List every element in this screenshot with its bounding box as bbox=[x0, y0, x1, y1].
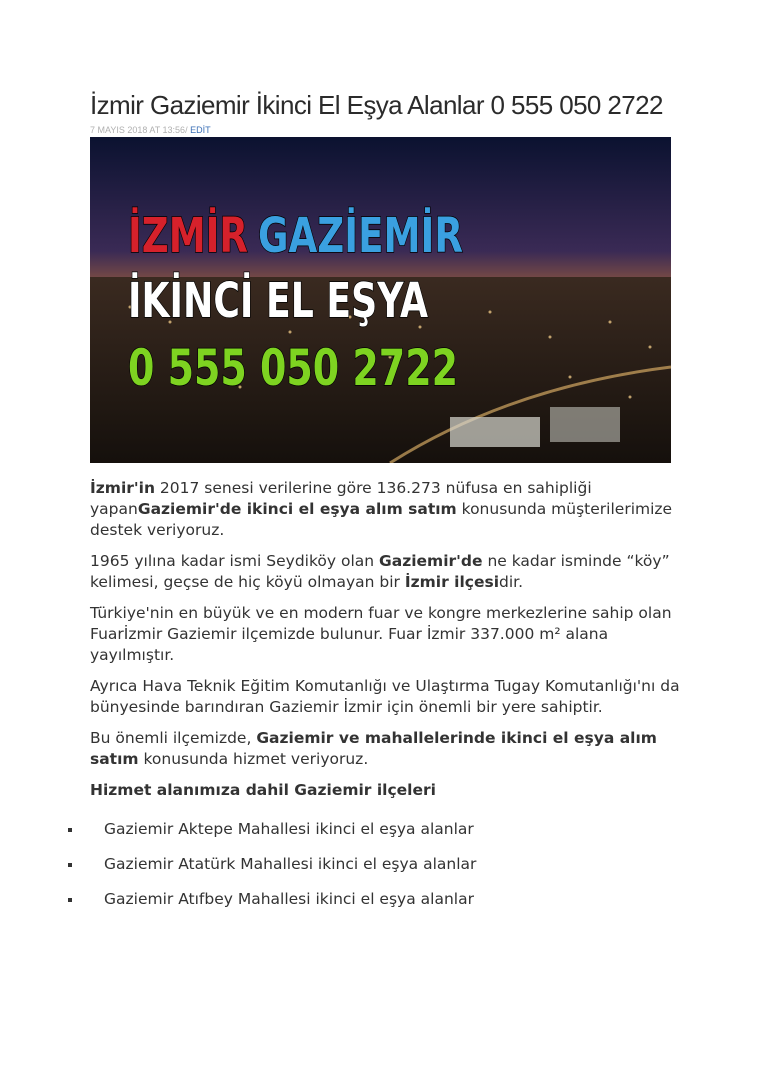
paragraph-1 bbox=[90, 478, 680, 541]
list-item bbox=[68, 854, 680, 875]
list-item-text: Gaziemir Atatürk Mahallesi ikinci el eşya alanlar bbox=[104, 855, 477, 873]
bullet-icon bbox=[68, 828, 72, 832]
text: 1965 yılına kadar ismi Seydiköy olan bbox=[90, 552, 380, 570]
page-title: İzmir Gaziemir İkinci El Eşya Alanlar 0 555 050 2722 bbox=[90, 90, 663, 120]
text: 2017 senesi verilerine göre 136.273 nüfusa en sahipliği yapan bbox=[90, 479, 592, 518]
post-meta bbox=[90, 125, 211, 135]
list-item bbox=[68, 819, 680, 840]
bullet-icon bbox=[68, 898, 72, 902]
section-heading: Hizmet alanımıza dahil Gaziemir ilçeleri bbox=[90, 781, 436, 799]
text: konusunda hizmet veriyoruz. bbox=[138, 750, 369, 768]
list-item bbox=[68, 889, 680, 910]
article-body bbox=[90, 478, 680, 924]
edit-link[interactable]: EDİT bbox=[190, 125, 211, 135]
paragraph-3: Türkiye'nin en büyük ve en modern fuar ve kongre merkezlerine sahip olan Fuarİzmir Gaziemir ilçemizde bulunur. Fuar İzmir 337.000 m² alana yayılmıştır. bbox=[90, 604, 672, 664]
hero-text-phone: 0 555 050 2722 bbox=[128, 339, 458, 397]
list-item-text: Gaziemir Atıfbey Mahallesi ikinci el eşya alanlar bbox=[104, 890, 474, 908]
paragraph-4: Ayrıca Hava Teknik Eğitim Komutanlığı ve Ulaştırma Tugay Komutanlığı'nı da bünyesinde barındıran Gaziemir İzmir için önemli bir yere sahiptir. bbox=[90, 677, 680, 716]
bold-text: Gaziemir'de ikinci el eşya alım satım bbox=[137, 500, 457, 518]
bold-text: Gaziemir ve mahallelerinde ikinci el eşya alım satım bbox=[90, 729, 657, 768]
text: konusunda müşterilerimize destek veriyoruz. bbox=[90, 500, 673, 539]
bold-text: Gaziemir'de bbox=[379, 552, 483, 570]
text: dir. bbox=[499, 573, 524, 591]
hero-text-gaziemir: GAZİEMİR bbox=[258, 208, 523, 264]
bold-text: İzmir'in bbox=[90, 479, 155, 497]
paragraph-2 bbox=[90, 551, 680, 593]
hero-image bbox=[90, 137, 671, 463]
hero-text-izmir: İZMİR bbox=[128, 208, 284, 264]
text: ne kadar isminde “köy” kelimesi, geçse de hiç köyü olmayan bir bbox=[90, 552, 670, 591]
list-item-text: Gaziemir Aktepe Mahallesi ikinci el eşya alanlar bbox=[104, 820, 474, 838]
bullet-icon bbox=[68, 863, 72, 867]
paragraph-5 bbox=[90, 728, 680, 770]
bold-text: İzmir ilçesi bbox=[404, 573, 500, 591]
district-list bbox=[68, 819, 680, 910]
text: Bu önemli ilçemizde, bbox=[90, 729, 257, 747]
hero-text-ikinci-el-esya: İKİNCİ EL EŞYA bbox=[128, 273, 526, 329]
post-date: 7 MAYIS 2018 AT 13:56/ bbox=[90, 125, 188, 135]
